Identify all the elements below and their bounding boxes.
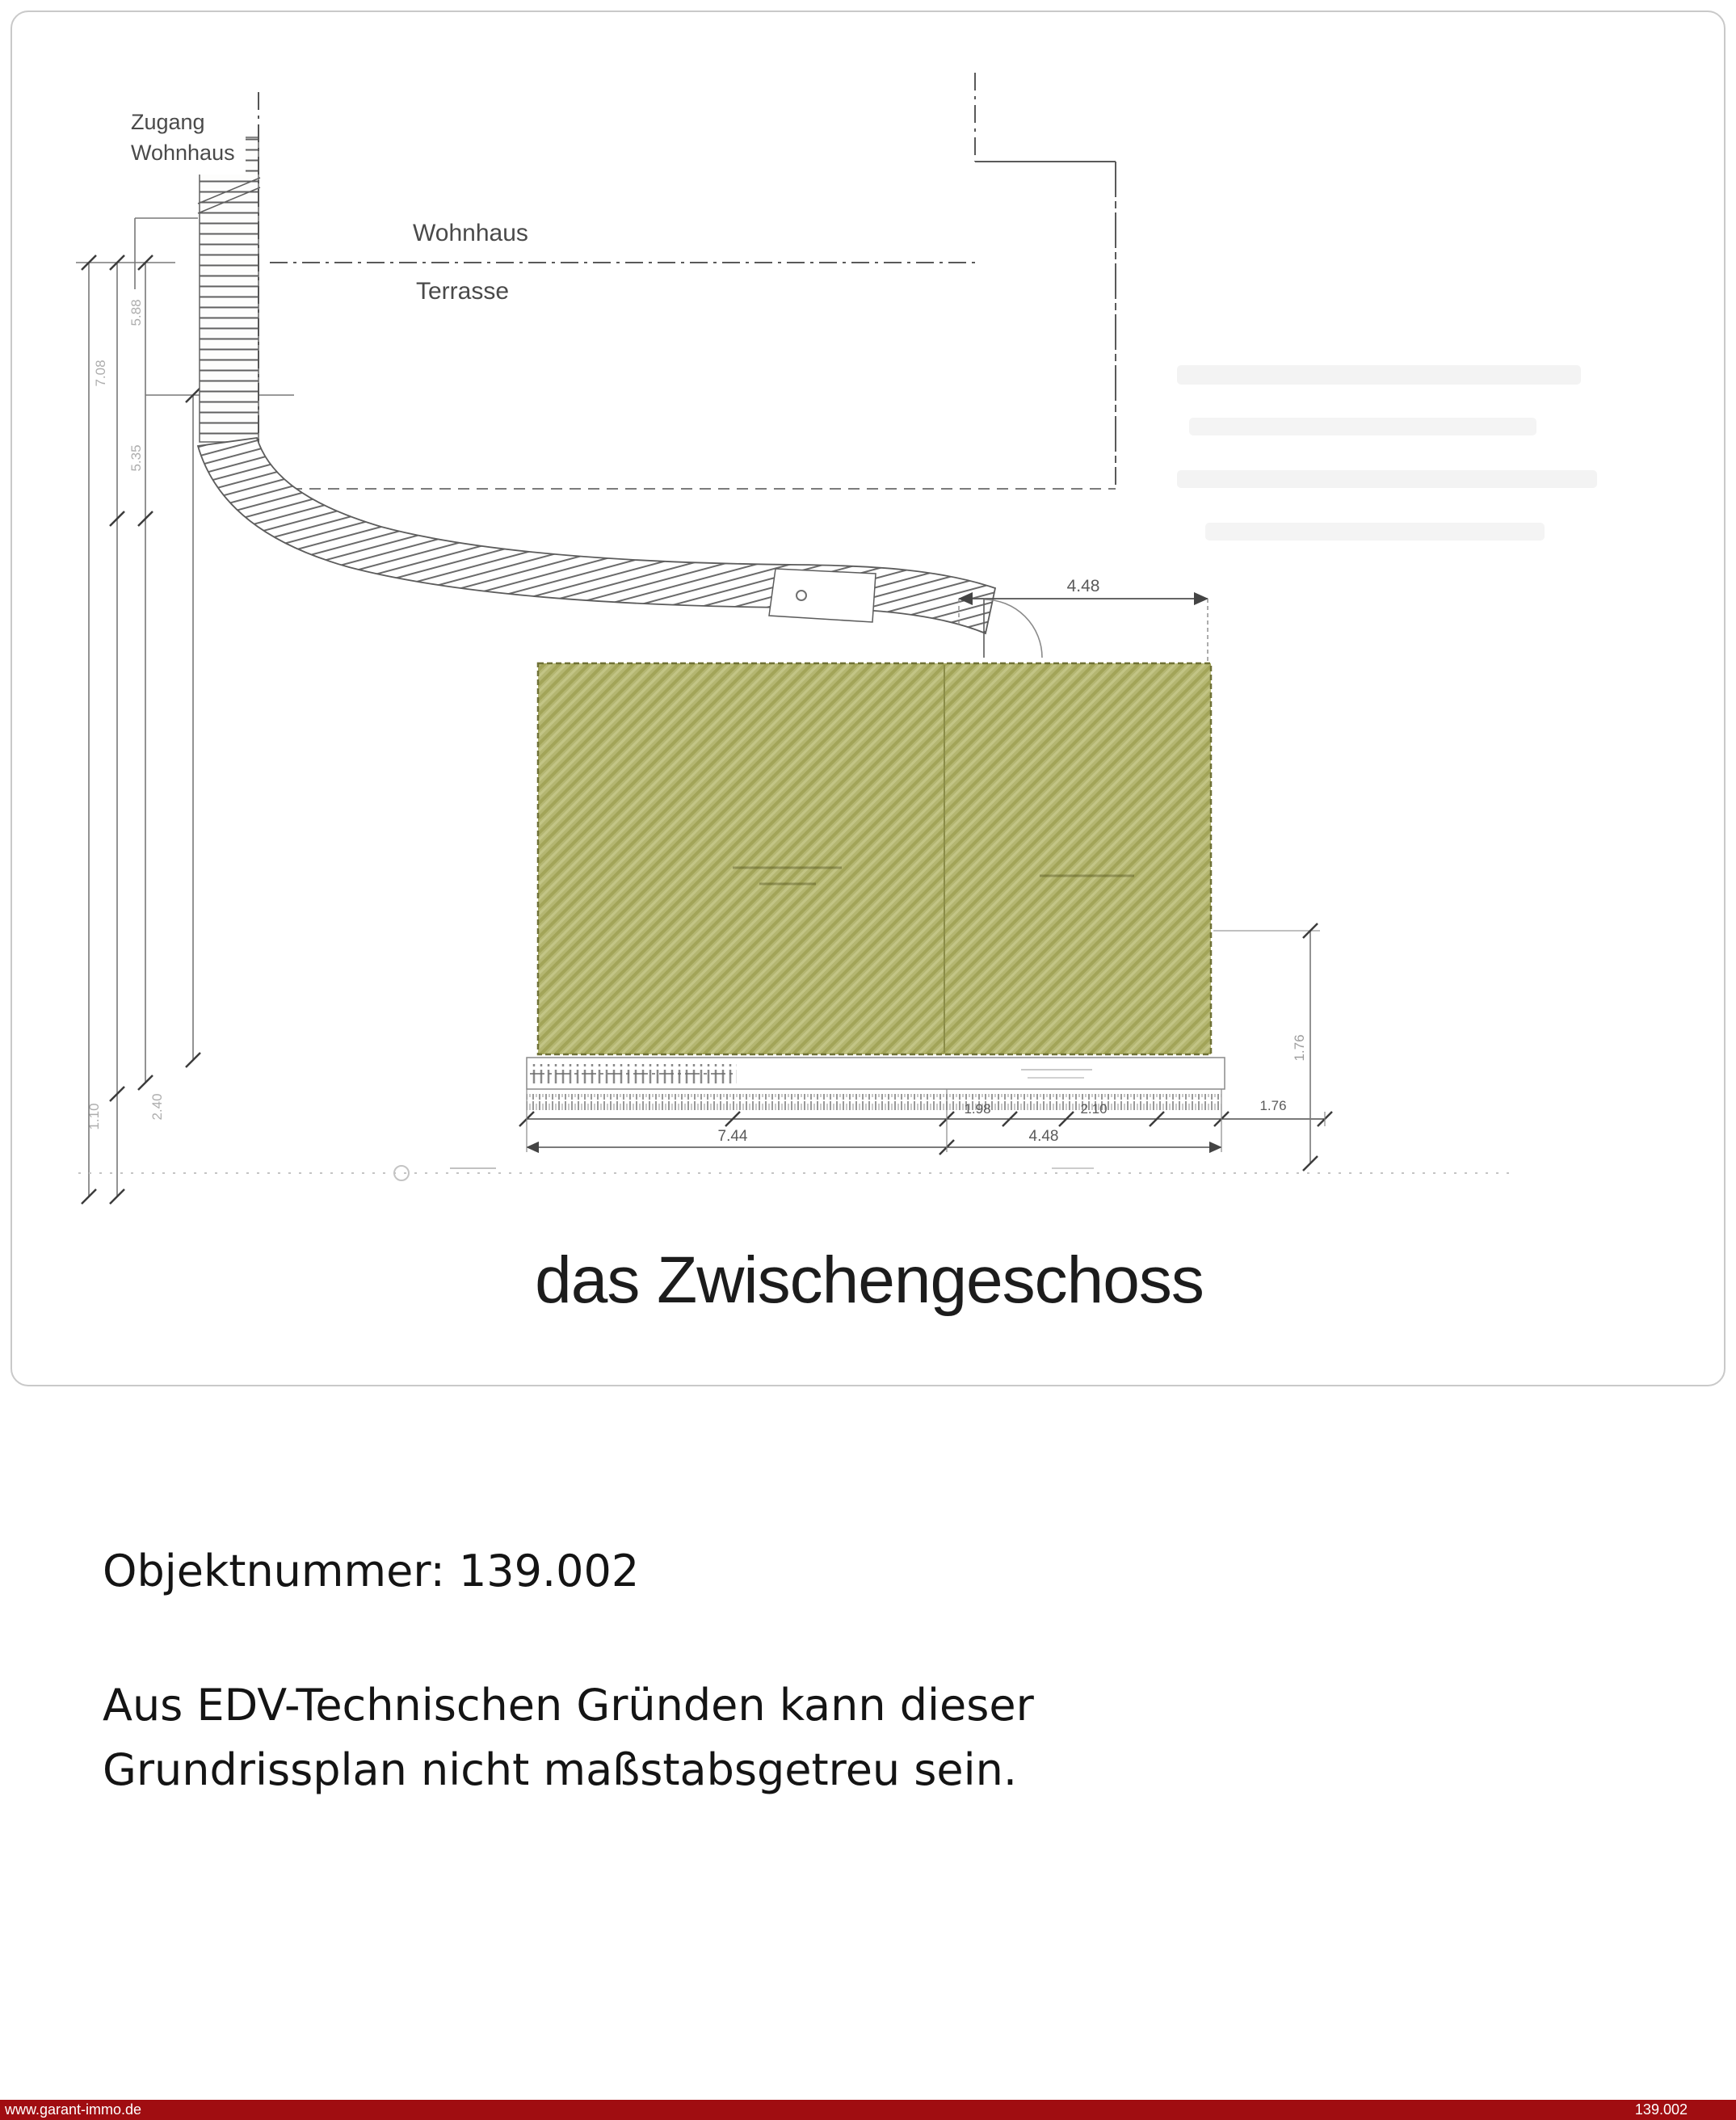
left-dimension-ticks [82, 255, 200, 1204]
access-label [123, 100, 246, 175]
plan-caption: das Zwischengeschoss [535, 1243, 1204, 1317]
svg-text:1.76: 1.76 [1259, 1098, 1287, 1113]
svg-text:1.10: 1.10 [86, 1103, 102, 1130]
svg-text:4.48: 4.48 [1028, 1128, 1059, 1145]
svg-text:1.98: 1.98 [964, 1101, 991, 1117]
details-section [103, 1539, 1637, 1802]
house-label: Wohnhaus [413, 220, 528, 246]
right-dimension [1213, 923, 1320, 1171]
left-dimension-labels [86, 299, 165, 1129]
svg-text:5.35: 5.35 [128, 444, 144, 472]
svg-text:2.10: 2.10 [1080, 1101, 1108, 1117]
footer-object-number: 139.002 [1634, 2101, 1688, 2118]
floor-plan [12, 12, 1724, 1385]
svg-text:7.08: 7.08 [93, 360, 108, 387]
floorplan-card [11, 11, 1725, 1386]
object-number-line: Objektnummer: 139.002 [103, 1546, 640, 1596]
svg-text:1.76: 1.76 [1292, 1034, 1307, 1062]
scale-note [103, 1673, 1637, 1802]
svg-text:Wohnhaus: Wohnhaus [131, 141, 235, 165]
svg-text:5.88: 5.88 [128, 299, 144, 326]
svg-text:Zugang: Zugang [131, 110, 205, 134]
green-roof-area [538, 663, 1211, 1054]
svg-text:7.44: 7.44 [717, 1128, 748, 1145]
svg-text:2.40: 2.40 [149, 1093, 165, 1121]
balcony-strip [527, 1058, 1225, 1089]
footer-website: www.garant-immo.de [5, 2101, 142, 2118]
hatch-band [527, 1094, 1221, 1110]
scale-note-line1: Aus EDV-Technischen Gründen kann dieser [103, 1680, 1034, 1731]
walkway-landing [769, 569, 876, 622]
building-outline-right [975, 73, 1116, 485]
ground-line [78, 1166, 1512, 1180]
scale-note-line2: Grundrissplan nicht maßstabsgetreu sein. [103, 1744, 1018, 1795]
terrace-label: Terrasse [416, 278, 510, 305]
door-swing [984, 599, 1042, 658]
top-width-dimension [959, 577, 1208, 661]
footer-bar [0, 2100, 1736, 2120]
svg-text:4.48: 4.48 [1066, 577, 1100, 595]
curved-walkway [198, 438, 995, 633]
ghost-watermark [1177, 365, 1597, 541]
left-dimension-lines [76, 218, 294, 1197]
